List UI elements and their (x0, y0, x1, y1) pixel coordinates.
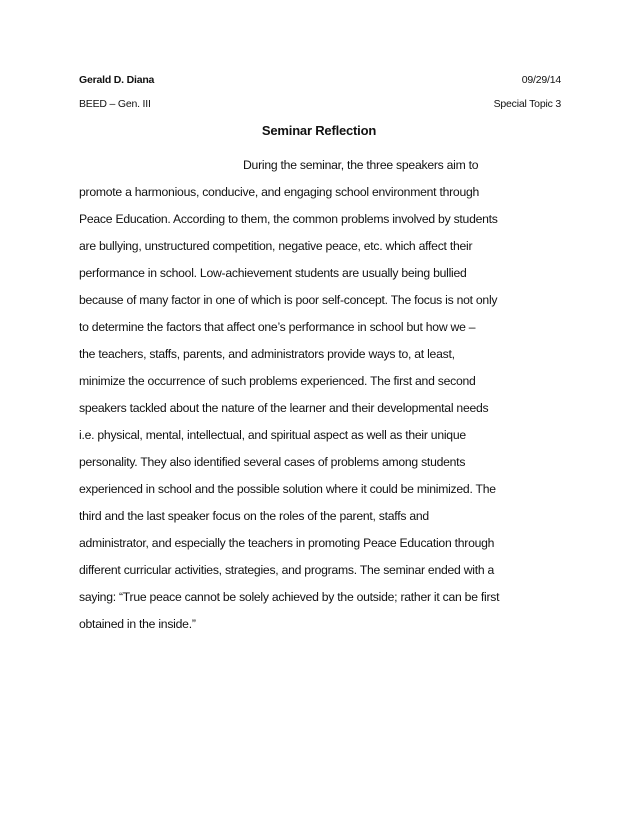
document-date: 09/29/14 (521, 74, 561, 86)
header-row-top (79, 74, 561, 86)
body-line: obtained in the inside.” (79, 617, 196, 631)
author-name: Gerald D. Diana (79, 74, 155, 86)
body-line: because of many factor in one of which is poor self-concept. The focus is not only (79, 293, 498, 307)
body-line: i.e. physical, mental, intellectual, and spiritual aspect as well as their unique (79, 428, 466, 442)
body-line: administrator, and especially the teachers in promoting Peace Education through (79, 536, 495, 550)
body-line: personality. They also identified several cases of problems among students (79, 455, 466, 469)
body-line: performance in school. Low-achievement students are usually being bullied (79, 266, 467, 280)
body-line: speakers tackled about the nature of the learner and their developmental needs (79, 401, 489, 415)
course-label: BEED – Gen. III (79, 98, 151, 110)
topic-label: Special Topic 3 (493, 98, 561, 110)
body-line: the teachers, staffs, parents, and administrators provide ways to, at least, (79, 347, 455, 361)
body-line: saying: “True peace cannot be solely achieved by the outside; rather it can be first (79, 590, 500, 604)
body-line: During the seminar, the three speakers aim to (243, 158, 479, 172)
header-row-bottom (79, 98, 561, 110)
body-line: different curricular activities, strategies, and programs. The seminar ended with a (79, 563, 495, 577)
body-line: Peace Education. According to them, the common problems involved by students (79, 212, 498, 226)
document-title: Seminar Reflection (261, 123, 377, 138)
body-line: experienced in school and the possible solution where it could be minimized. The (79, 482, 496, 496)
body-line: third and the last speaker focus on the roles of the parent, staffs and (79, 509, 429, 523)
body-line: to determine the factors that affect one’s performance in school but how we – (79, 320, 476, 334)
body-line: promote a harmonious, conducive, and engaging school environment through (79, 185, 480, 199)
body-line: minimize the occurrence of such problems experienced. The first and second (79, 374, 476, 388)
body-line: are bullying, unstructured competition, negative peace, etc. which affect their (79, 239, 473, 253)
